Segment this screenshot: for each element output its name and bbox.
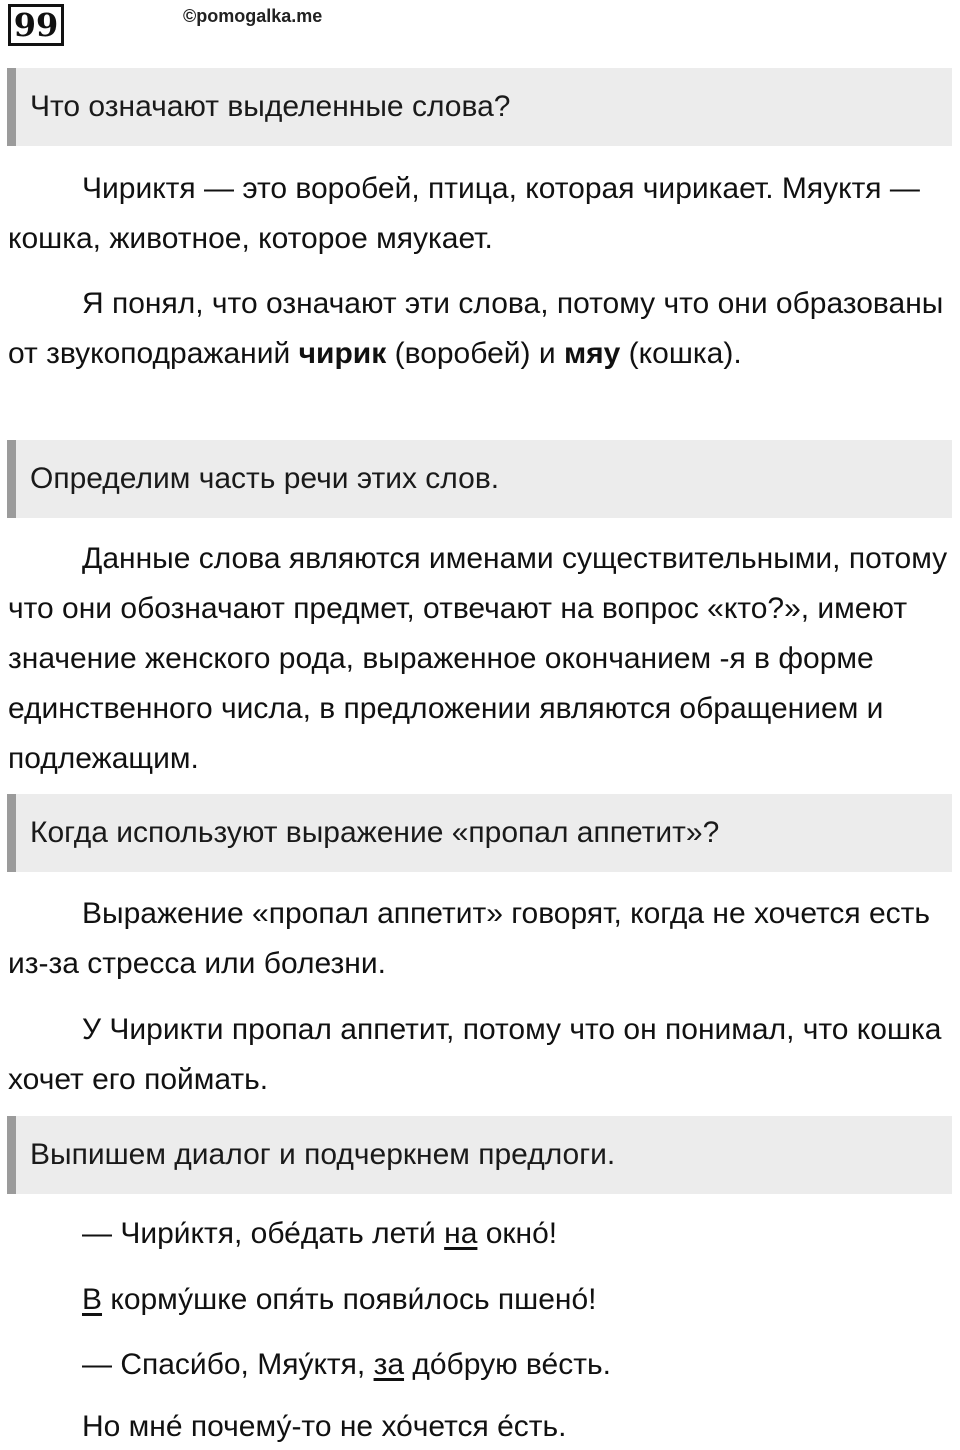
underlined-preposition: на [444, 1217, 478, 1250]
text: (кошка). [620, 337, 742, 370]
answer-paragraph: Выражение «пропал аппетит» говорят, когда не хочется есть из-за стресса или болезни. [8, 897, 931, 980]
dialog-line-1 [82, 1212, 557, 1256]
text: — Чири́ктя, обе́дать лети́ [82, 1217, 445, 1250]
text: корму́шке опя́ть появи́лось пшено́! [102, 1283, 597, 1316]
question-banner-2 [7, 440, 952, 518]
text: окно́! [477, 1217, 558, 1250]
dialog-line-2 [82, 1278, 597, 1322]
dialog-line-3 [82, 1343, 611, 1387]
answer-paragraph [8, 279, 952, 379]
bold-word: чирик [298, 337, 387, 370]
page-number: 99 [8, 4, 64, 46]
answer-paragraph: Чириктя — это воробей, птица, которая чирикает. Мяуктя — кошка, животное, которое мяукает. [8, 172, 920, 255]
question-title: Определим часть речи этих слов. [30, 462, 500, 495]
question-banner-3 [7, 794, 952, 872]
answer-paragraph: Данные слова являются именами существительными, потому что они обозначают предмет, отвечают на вопрос «кто?», имеют значение женского рода, выраженное окончанием -я в форме единственного числа, в предложении являются обращением и подлежащим. [8, 542, 948, 775]
answer-paragraph: У Чирикти пропал аппетит, потому что он понимал, что кошка хочет его поймать. [8, 1013, 942, 1096]
site-watermark: ©pomogalka.me [183, 6, 323, 26]
text: (воробей) и [386, 337, 564, 370]
text: Я понял, что означают эти слова, потому что они образованы от звукоподражаний [8, 287, 944, 370]
question-banner-4 [7, 1116, 952, 1194]
bold-word: мяу [563, 337, 621, 370]
text: Но мне́ почему́-то не хо́чется е́сть. [82, 1410, 567, 1443]
text: до́брую ве́сть. [404, 1348, 611, 1381]
question-title: Когда используют выражение «пропал аппетит»? [30, 816, 720, 849]
dialog-line-4 [82, 1405, 566, 1449]
text: — Спаси́бо, Мяу́ктя, [82, 1348, 374, 1381]
question-banner-1 [7, 68, 952, 146]
underlined-preposition: В [82, 1283, 103, 1316]
question-title: Что означают выделенные слова? [30, 90, 511, 123]
question-title: Выпишем диалог и подчеркнем предлоги. [30, 1138, 616, 1171]
underlined-preposition: за [373, 1348, 405, 1381]
